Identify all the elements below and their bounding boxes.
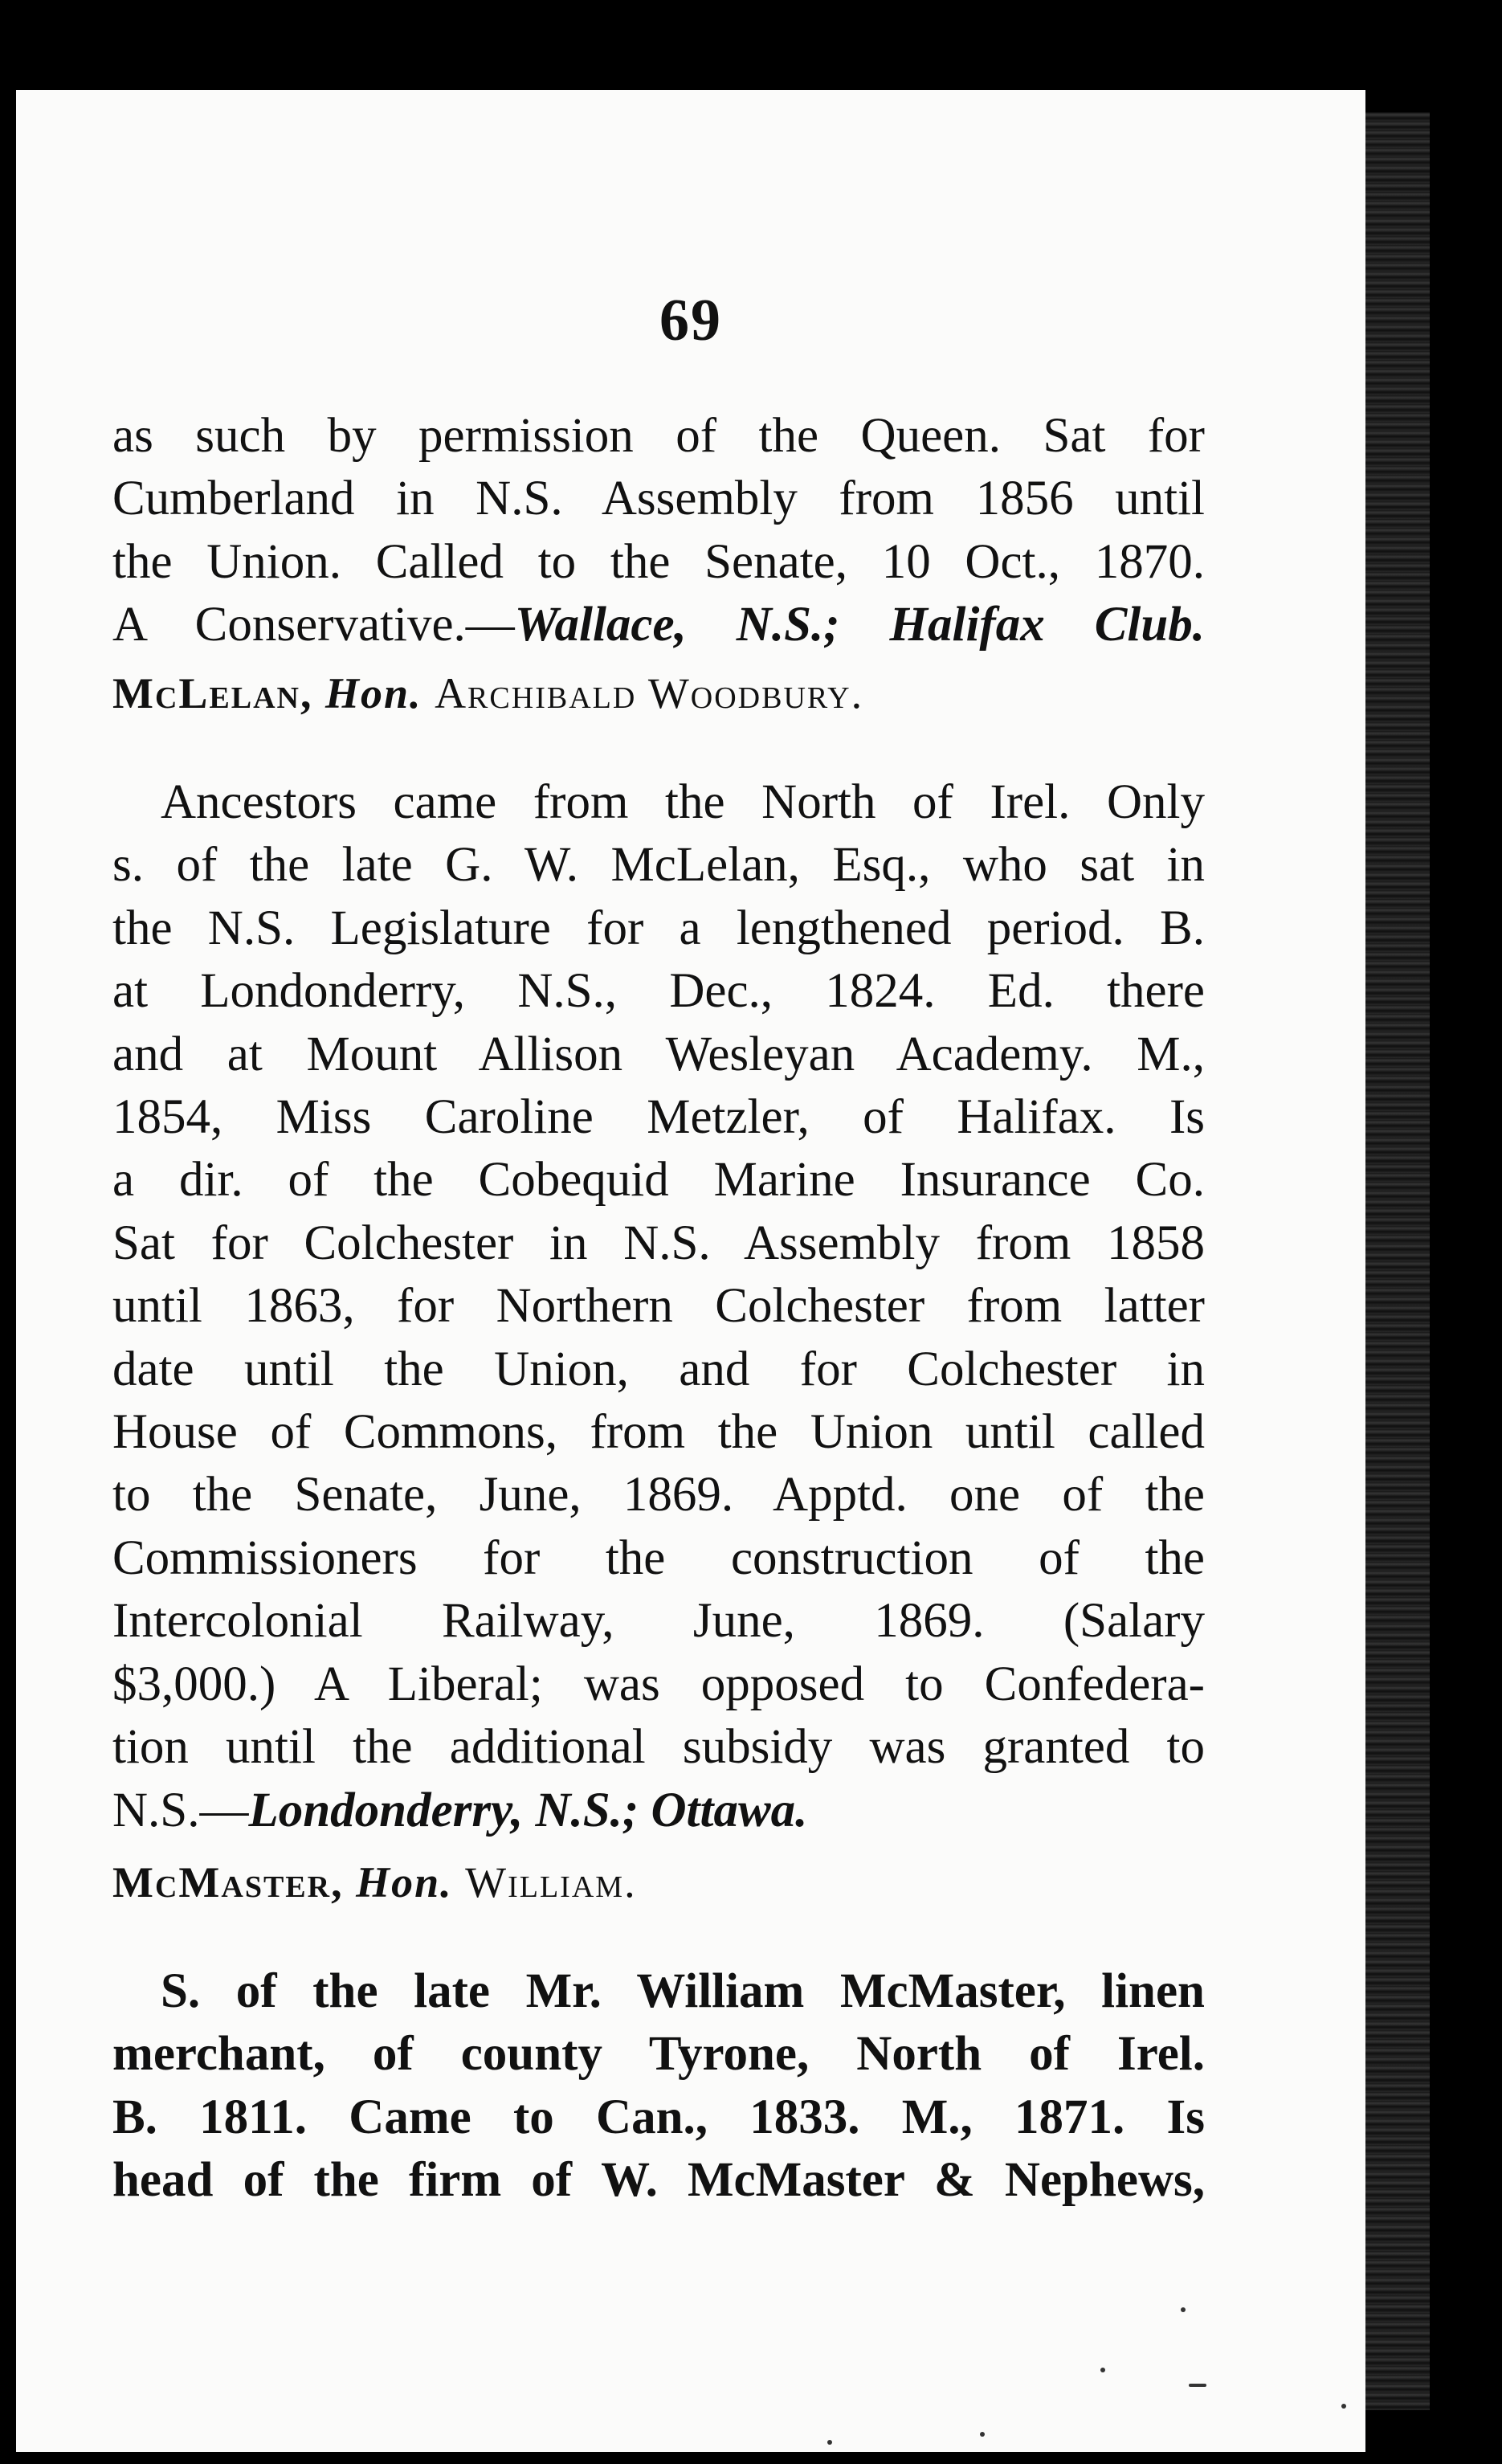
text-line: to the Senate, June, 1869. Apptd. one of the: [112, 1468, 1205, 1522]
entry-continued-paragraph: [112, 405, 1205, 657]
entry-heading-mcmaster: [112, 1857, 637, 1907]
text-line: until 1863, for Northern Colchester from latter: [112, 1279, 1205, 1334]
text-plain: A Conservative.—: [112, 598, 515, 652]
given-names: Archibald Woodbury.: [435, 669, 864, 717]
text-line: Ancestors came from the North of Irel. Only: [161, 775, 1205, 829]
text-line: [112, 594, 1205, 656]
text-plain: N.S.—: [112, 1783, 249, 1837]
text-line: Intercolonial Railway, June, 1869. (Salary: [112, 1594, 1205, 1649]
surname: McLelan,: [112, 669, 313, 717]
text-line: as such by permission of the Queen. Sat for: [112, 409, 1205, 463]
book-page: [16, 90, 1365, 2452]
page-number: 69: [659, 288, 722, 353]
text-line: merchant, of county Tyrone, North of Irel.: [112, 2027, 1205, 2082]
text-line: the Union. Called to the Senate, 10 Oct., 1870.: [112, 534, 1205, 589]
text-line: the N.S. Legislature for a lengthened period. B.: [112, 901, 1205, 955]
text-line: S. of the late Mr. William McMaster, linen: [161, 1964, 1205, 2018]
scan-speck: [1189, 2384, 1206, 2387]
honorific: Hon.: [356, 1858, 453, 1906]
text-line: and at Mount Allison Wesleyan Academy. M.,: [112, 1027, 1205, 1081]
scan-speck: [1100, 2368, 1105, 2372]
honorific: Hon.: [325, 669, 422, 717]
scan-speck: [1341, 2404, 1346, 2409]
text-line: Cumberland in N.S. Assembly from 1856 until: [112, 472, 1205, 526]
text-line: 1854, Miss Caroline Metzler, of Halifax. Is: [112, 1090, 1205, 1145]
text-line: $3,000.) A Liberal; was opposed to Confedera-: [112, 1657, 1205, 1711]
text-line: tion until the additional subsidy was granted to: [112, 1720, 1205, 1775]
text-line: Sat for Colchester in N.S. Assembly from 1858: [112, 1216, 1205, 1270]
entry-mcmaster-paragraph: [112, 1960, 1205, 2213]
text-italic-residence: Londonderry, N.S.; Ottawa.: [248, 1783, 808, 1837]
scan-speck: [1181, 2307, 1186, 2312]
entry-heading-mclelan: [112, 668, 863, 718]
text-italic-residence: Wallace, N.S.; Halifax Club.: [514, 598, 1205, 652]
text-line: a dir. of the Cobequid Marine Insurance Co.: [112, 1153, 1205, 1207]
given-names: William.: [465, 1858, 637, 1906]
entry-mclelan-paragraph: [112, 771, 1205, 1842]
text-line: at Londonderry, N.S., Dec., 1824. Ed. there: [112, 964, 1205, 1019]
page-edge-shadow: [1365, 112, 1430, 2410]
scan-speck: [980, 2432, 985, 2437]
text-line: B. 1811. Came to Can., 1833. M., 1871. Is: [112, 2090, 1205, 2144]
text-line: head of the firm of W. McMaster & Nephews,: [112, 2153, 1205, 2208]
text-line: [112, 1780, 1205, 1842]
text-line: s. of the late G. W. McLelan, Esq., who sat in: [112, 838, 1205, 893]
scan-speck: [827, 2440, 832, 2445]
text-line: date until the Union, and for Colchester in: [112, 1342, 1205, 1396]
text-line: Commissioners for the construction of the: [112, 1530, 1205, 1585]
surname: McMaster,: [112, 1858, 344, 1906]
text-line: House of Commons, from the Union until called: [112, 1405, 1205, 1460]
